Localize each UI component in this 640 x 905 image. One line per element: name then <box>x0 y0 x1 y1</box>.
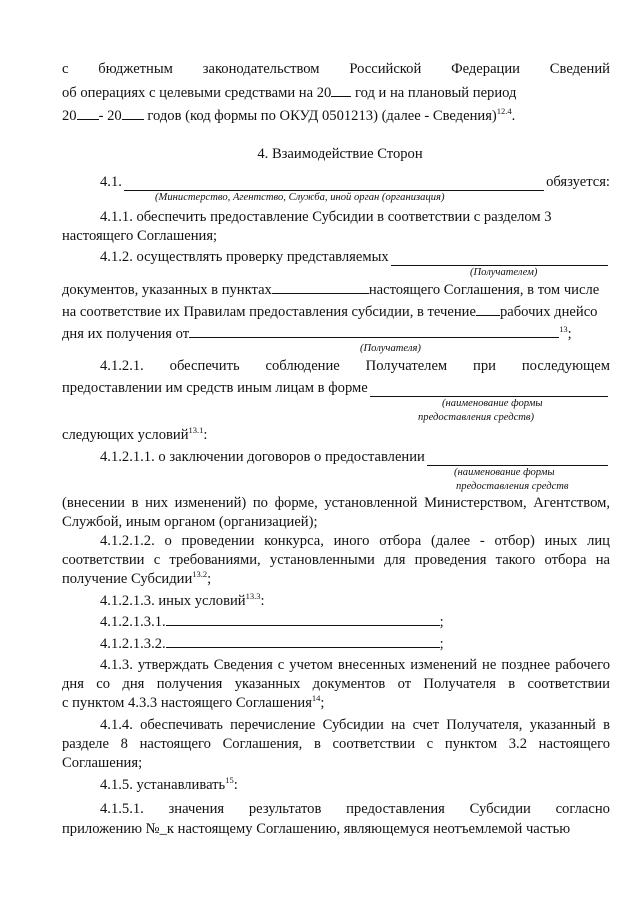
clause-number: 4.1.5.1. <box>100 801 144 817</box>
blank-field[interactable] <box>166 612 440 626</box>
punct: ; <box>567 326 572 342</box>
blank-field[interactable] <box>189 324 559 338</box>
text-line: Соглашения; <box>62 755 143 771</box>
blank-field[interactable] <box>166 634 440 648</box>
text-line <box>100 612 444 631</box>
field-caption: (Получателем) <box>470 267 538 278</box>
text-segment: настоящего Соглашения, в том числе <box>368 282 600 298</box>
text-segment: на соответствие их Правилам предоставления субсидии, в течение <box>62 304 476 320</box>
punct: ; <box>439 636 444 652</box>
text-line: 4.1.2.1.2. о проведении конкурса, иного отбора (далее - отбор) иных лиц <box>100 533 610 549</box>
section-heading: 4. Взаимодействие Сторон <box>257 146 423 162</box>
clause-number: 4.1.2.1.3.1. <box>100 614 166 630</box>
footnote-ref: 15 <box>225 775 234 785</box>
text-segment: 20 <box>62 108 77 124</box>
text-line <box>62 426 207 444</box>
text-segment: обязуется: <box>546 174 610 190</box>
text-line <box>100 357 610 375</box>
blank-field[interactable] <box>77 106 99 120</box>
text-segment: 4.1.2. осуществлять проверку представляемых <box>100 249 389 265</box>
footnote-ref: 14 <box>311 693 321 703</box>
text-line <box>62 324 572 343</box>
text-line <box>62 83 516 102</box>
clause-number: 4.1. <box>100 174 122 190</box>
blank-field[interactable] <box>272 280 369 294</box>
blank-field[interactable] <box>331 83 351 97</box>
text-segment: с пунктом 4.3.3 настоящего Соглашения <box>62 695 312 711</box>
text-line <box>100 448 610 466</box>
text-line: Службой, иным органом (организацией); <box>62 514 318 530</box>
punct: ; <box>320 695 325 711</box>
text-line <box>62 280 599 299</box>
word: предоставления <box>346 801 445 817</box>
word: последующем <box>521 358 610 374</box>
punct: : <box>233 777 238 793</box>
text-segment: об операциях с целевыми средствами на 20 <box>62 85 332 101</box>
blank-field[interactable] <box>122 106 144 120</box>
word: Сведений <box>549 61 610 77</box>
word: соблюдение <box>265 358 340 374</box>
text-segment: 4.1.2.1.3. иных условий <box>100 593 246 609</box>
punct: ; <box>207 571 212 587</box>
text-line: настоящего Соглашения; <box>62 228 218 244</box>
footnote-ref: 13 <box>559 324 568 334</box>
field-caption: предоставления средств <box>456 481 569 492</box>
word: при <box>473 358 496 374</box>
text-line <box>100 592 265 610</box>
text-segment: дня их получения от <box>62 326 190 342</box>
text-line <box>100 800 610 818</box>
text-line: 4.1.4. обеспечивать перечисление Субсидии на счет Получателя, указанный в <box>100 717 610 733</box>
blank-field[interactable] <box>124 177 544 191</box>
word: значения <box>168 801 225 817</box>
blank-field[interactable] <box>476 302 500 316</box>
text-line: приложению №_к настоящему Соглашению, являющемуся неотъемлемой частью <box>62 821 571 837</box>
text-segment: годов (код формы по ОКУД 0501213) (далее - Сведения) <box>147 108 497 124</box>
word: Российской <box>349 61 422 77</box>
footnote-ref: 13.3 <box>245 591 261 601</box>
field-caption: (Получателя) <box>360 343 421 354</box>
text-line: 4.1.1. обеспечить предоставление Субсидии в соответствии с разделом 3 <box>100 209 552 225</box>
text-segment: 4.1.5. устанавливать <box>100 777 226 793</box>
text-line <box>62 302 597 321</box>
text-line: разделе 8 настоящего Соглашения, в соответствии с пунктом 3.2 настоящего <box>62 736 610 752</box>
punct: ; <box>439 614 444 630</box>
punct: . <box>511 108 516 124</box>
word: обеспечить <box>169 358 240 374</box>
word: законодательством <box>202 61 320 77</box>
footnote-ref: 13.2 <box>192 569 208 579</box>
blank-field[interactable] <box>370 383 608 397</box>
text-segment: документов, указанных в пунктах <box>62 282 272 298</box>
text-line <box>62 570 211 588</box>
field-caption: предоставления средств) <box>418 412 535 423</box>
text-line <box>62 60 610 78</box>
footnote-ref: 12.4 <box>496 106 512 116</box>
punct: : <box>260 593 265 609</box>
text-line <box>62 379 610 397</box>
field-caption: (Министерство, Агентство, Служба, иной орган (организация) <box>155 192 445 203</box>
text-line: (внесении в них изменений) по форме, установленной Министерством, Агентством, <box>62 495 610 511</box>
word: Получателем <box>365 358 448 374</box>
word: согласно <box>555 801 610 817</box>
text-segment: предоставлении им средств иным лицам в форме <box>62 380 368 396</box>
text-segment: - 20 <box>98 108 122 124</box>
text-line <box>100 634 444 653</box>
word: Федерации <box>451 61 520 77</box>
word: с <box>62 61 69 77</box>
text-line: соответствии с требованиями, установленными для проведения такого отбора на <box>62 552 610 568</box>
word: Субсидии <box>469 801 531 817</box>
text-line: дня со дня получения указанных документов от Получателя в соответствии <box>62 676 610 692</box>
text-line <box>100 248 610 266</box>
text-line <box>62 694 324 712</box>
word: результатов <box>248 801 322 817</box>
text-segment: следующих условий <box>62 427 189 443</box>
footnote-ref: 13.1 <box>188 425 204 435</box>
text-segment: получение Субсидии <box>62 571 193 587</box>
text-line: 4.1.3. утверждать Сведения с учетом внесенных изменений не позднее рабочего <box>100 657 610 673</box>
text-line <box>62 106 515 125</box>
clause-number: 4.1.2.1. <box>100 358 144 374</box>
field-caption: (наименование формы <box>454 467 555 478</box>
field-caption: (наименование формы <box>442 398 543 409</box>
text-line <box>100 173 610 191</box>
punct: : <box>203 427 208 443</box>
text-segment: год и на плановый период <box>354 85 517 101</box>
word: бюджетным <box>98 61 173 77</box>
clause-number: 4.1.2.1.3.2. <box>100 636 166 652</box>
text-segment: рабочих днейсо <box>499 304 598 320</box>
blank-field[interactable] <box>391 252 608 266</box>
text-line <box>100 776 238 794</box>
blank-field[interactable] <box>427 452 608 466</box>
text-segment: 4.1.2.1.1. о заключении договоров о предоставлении <box>100 449 425 465</box>
